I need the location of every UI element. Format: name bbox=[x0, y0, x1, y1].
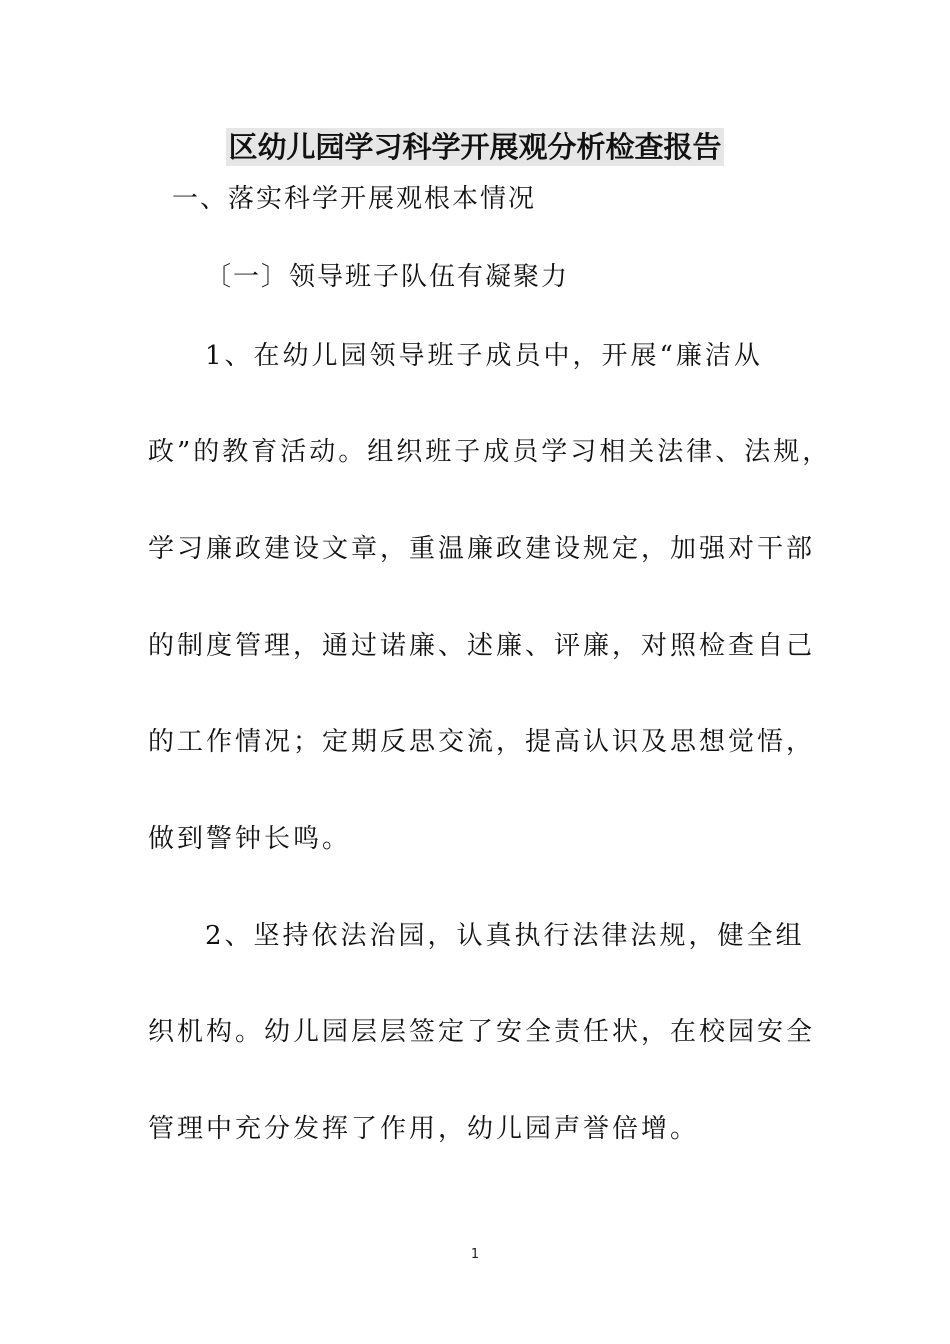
body-line-7: 2、坚持依法治园，认真执行法律法规，健全组 bbox=[205, 921, 805, 951]
section-heading: 一、落实科学开展观根本情况 bbox=[172, 184, 537, 214]
body-line-6: 做到警钟长鸣。 bbox=[148, 824, 352, 854]
subsection-heading: 〔一〕领导班子队伍有凝聚力 bbox=[205, 262, 570, 292]
body-line-9: 管理中充分发挥了作用，幼儿园声誉倍增。 bbox=[148, 1114, 700, 1144]
body-line-3: 学习廉政建设文章，重温廉政建设规定，加强对干部 bbox=[148, 534, 816, 564]
body-line-2: 政”的教育活动。组织班子成员学习相关法律、法规， bbox=[148, 437, 832, 467]
title-container bbox=[0, 128, 950, 166]
body-line-8: 织机构。幼儿园层层签定了安全责任状，在校园安全 bbox=[148, 1017, 816, 1047]
document-title: 区幼儿园学习科学开展观分析检查报告 bbox=[228, 130, 722, 164]
body-line-5: 的工作情况；定期反思交流，提高认识及思想觉悟， bbox=[148, 727, 816, 757]
body-line-1: 1、在幼儿园领导班子成员中，开展“廉洁从 bbox=[205, 341, 763, 371]
body-line-4: 的制度管理，通过诺廉、述廉、评廉，对照检查自己 bbox=[148, 631, 816, 661]
page-number: 1 bbox=[470, 1247, 480, 1262]
